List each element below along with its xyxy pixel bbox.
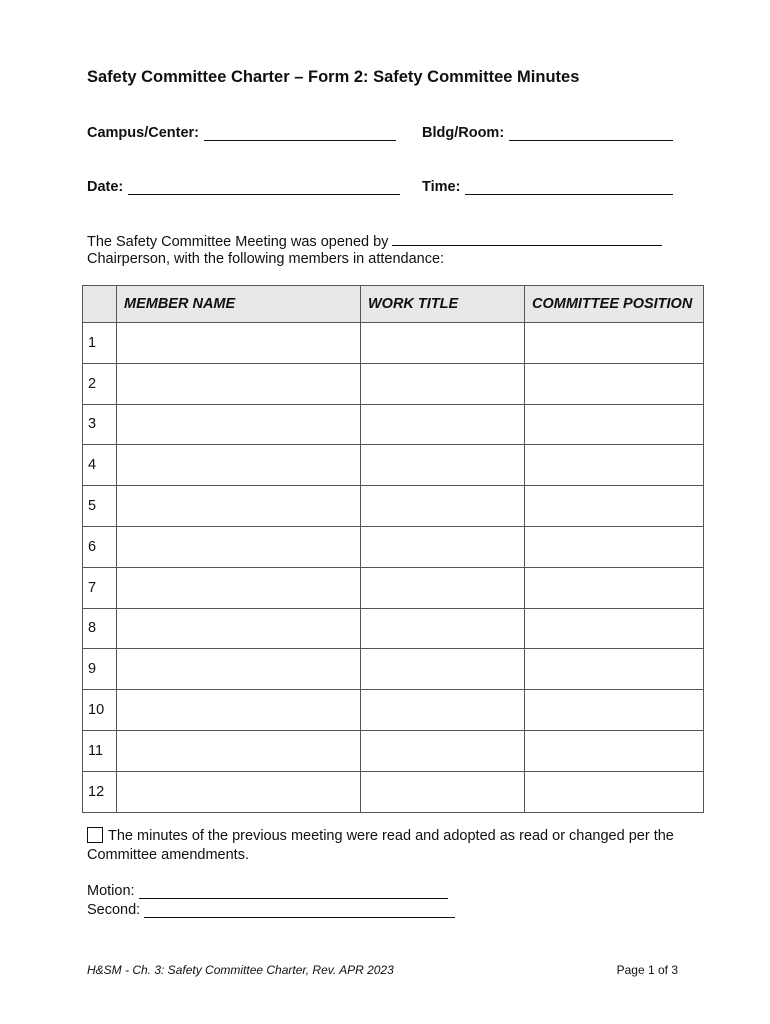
intro-line-2: Chairperson, with the following members in attendance: bbox=[87, 251, 445, 267]
work-title-cell[interactable] bbox=[361, 526, 525, 567]
row-number: 5 bbox=[83, 486, 117, 527]
committee-position-cell[interactable] bbox=[525, 404, 704, 445]
table-row bbox=[83, 649, 704, 690]
campus-input[interactable] bbox=[204, 126, 396, 141]
date-label: Date: bbox=[87, 179, 124, 195]
row-number: 8 bbox=[83, 608, 117, 649]
member-name-cell[interactable] bbox=[117, 323, 361, 364]
row-number: 11 bbox=[83, 730, 117, 771]
committee-position-cell[interactable] bbox=[525, 323, 704, 364]
work-title-cell[interactable] bbox=[361, 730, 525, 771]
footer-page-number: Page 1 of 3 bbox=[616, 963, 678, 977]
row-number: 7 bbox=[83, 567, 117, 608]
member-name-cell[interactable] bbox=[117, 363, 361, 404]
row-number: 10 bbox=[83, 690, 117, 731]
date-input[interactable] bbox=[128, 180, 400, 195]
bldg-room-input[interactable] bbox=[509, 126, 673, 141]
table-row bbox=[83, 567, 704, 608]
table-row bbox=[83, 323, 704, 364]
table-row bbox=[83, 690, 704, 731]
time-input[interactable] bbox=[465, 180, 673, 195]
table-row bbox=[83, 445, 704, 486]
member-name-cell[interactable] bbox=[117, 690, 361, 731]
member-name-cell[interactable] bbox=[117, 649, 361, 690]
intro-text-1: The Safety Committee Meeting was opened by bbox=[87, 234, 389, 250]
row-number: 3 bbox=[83, 404, 117, 445]
committee-position-cell[interactable] bbox=[525, 526, 704, 567]
second-input[interactable] bbox=[144, 903, 455, 918]
member-name-cell[interactable] bbox=[117, 526, 361, 567]
motion-input[interactable] bbox=[139, 884, 448, 899]
committee-position-cell[interactable] bbox=[525, 771, 704, 812]
date-field bbox=[87, 175, 400, 195]
work-title-cell[interactable] bbox=[361, 649, 525, 690]
row-number: 1 bbox=[83, 323, 117, 364]
bldg-room-field bbox=[422, 121, 673, 141]
committee-position-cell[interactable] bbox=[525, 608, 704, 649]
row-number: 6 bbox=[83, 526, 117, 567]
opened-by-input[interactable] bbox=[392, 231, 662, 246]
minutes-adopted-text: The minutes of the previous meeting were read and adopted as read or changed per the Committee amendments. bbox=[87, 828, 674, 863]
row-number: 9 bbox=[83, 649, 117, 690]
intro-line-1 bbox=[87, 231, 662, 252]
footer-document-reference: H&SM - Ch. 3: Safety Committee Charter, Rev. APR 2023 bbox=[87, 963, 394, 977]
committee-position-cell[interactable] bbox=[525, 730, 704, 771]
work-title-cell[interactable] bbox=[361, 404, 525, 445]
second-label: Second: bbox=[87, 902, 141, 918]
committee-position-cell[interactable] bbox=[525, 649, 704, 690]
table-row bbox=[83, 363, 704, 404]
committee-position-cell[interactable] bbox=[525, 690, 704, 731]
header-work-title: WORK TITLE bbox=[361, 286, 525, 323]
work-title-cell[interactable] bbox=[361, 363, 525, 404]
campus-label: Campus/Center: bbox=[87, 125, 199, 141]
member-name-cell[interactable] bbox=[117, 730, 361, 771]
member-name-cell[interactable] bbox=[117, 771, 361, 812]
bldg-room-label: Bldg/Room: bbox=[422, 125, 505, 141]
second-field bbox=[87, 900, 455, 918]
attendance-table bbox=[82, 285, 704, 813]
time-label: Time: bbox=[422, 179, 461, 195]
row-number: 2 bbox=[83, 363, 117, 404]
work-title-cell[interactable] bbox=[361, 608, 525, 649]
work-title-cell[interactable] bbox=[361, 486, 525, 527]
minutes-adopted-checkbox[interactable] bbox=[87, 827, 103, 843]
table-row bbox=[83, 404, 704, 445]
motion-label: Motion: bbox=[87, 883, 135, 899]
member-name-cell[interactable] bbox=[117, 445, 361, 486]
committee-position-cell[interactable] bbox=[525, 567, 704, 608]
work-title-cell[interactable] bbox=[361, 771, 525, 812]
work-title-cell[interactable] bbox=[361, 445, 525, 486]
table-row bbox=[83, 608, 704, 649]
row-number: 12 bbox=[83, 771, 117, 812]
work-title-cell[interactable] bbox=[361, 567, 525, 608]
table-header-row bbox=[83, 286, 704, 323]
minutes-adopted-statement bbox=[87, 827, 697, 865]
motion-field bbox=[87, 881, 448, 899]
header-committee-position: COMMITTEE POSITION bbox=[525, 286, 704, 323]
header-member-name: MEMBER NAME bbox=[117, 286, 361, 323]
table-row bbox=[83, 486, 704, 527]
time-field bbox=[422, 175, 673, 195]
committee-position-cell[interactable] bbox=[525, 486, 704, 527]
member-name-cell[interactable] bbox=[117, 608, 361, 649]
table-row bbox=[83, 526, 704, 567]
member-name-cell[interactable] bbox=[117, 404, 361, 445]
row-number: 4 bbox=[83, 445, 117, 486]
header-number bbox=[83, 286, 117, 323]
member-name-cell[interactable] bbox=[117, 567, 361, 608]
page-title: Safety Committee Charter – Form 2: Safety Committee Minutes bbox=[87, 68, 580, 86]
committee-position-cell[interactable] bbox=[525, 445, 704, 486]
member-name-cell[interactable] bbox=[117, 486, 361, 527]
committee-position-cell[interactable] bbox=[525, 363, 704, 404]
work-title-cell[interactable] bbox=[361, 323, 525, 364]
table-row bbox=[83, 730, 704, 771]
campus-field bbox=[87, 121, 396, 141]
work-title-cell[interactable] bbox=[361, 690, 525, 731]
table-row bbox=[83, 771, 704, 812]
